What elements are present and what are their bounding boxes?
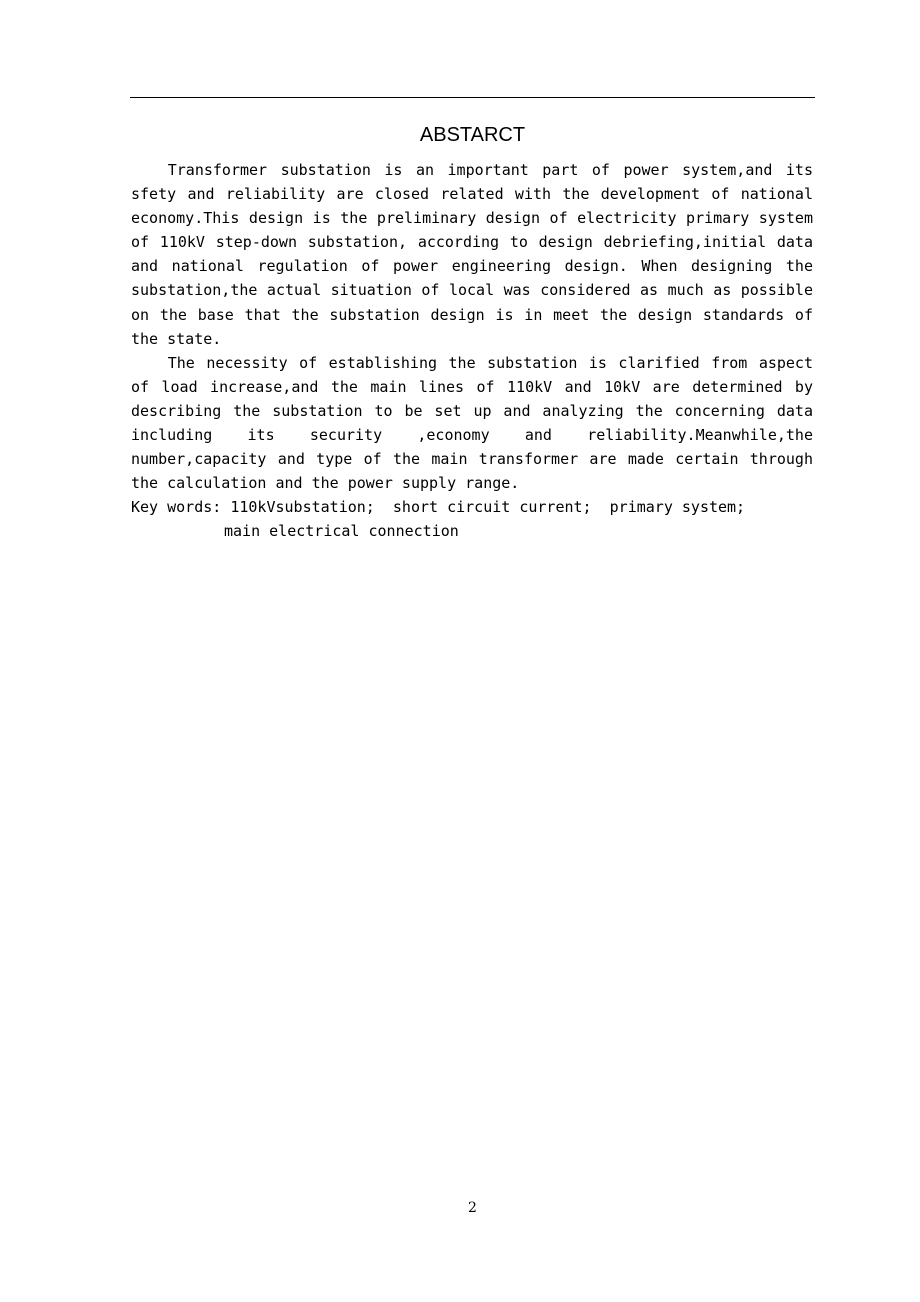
abstract-paragraph-2: The necessity of establishing the substation is clarified from aspect of load increase,and the main lines of 110kV and 10kV are determined by describing the substation to be set up and analyzing the concerning data including its security ,economy and reliability.Meanwhile,the number,capacity and type of the main transformer are made certain through the calculation and the power supply range. <box>131 353 813 493</box>
abstract-body <box>131 158 813 544</box>
keywords-line-1: Key words: 110kVsubstation; short circuit current; primary system; <box>131 498 746 517</box>
keywords <box>131 495 813 543</box>
page-number: 2 <box>468 1200 477 1216</box>
abstract-paragraph-1: Transformer substation is an important part of power system,and its sfety and reliability are closed related with the development of national economy.This design is the preliminary design of electricity primary system of 110kV step-down substation, according to design debriefing,initial data and national regulation of power engineering design. When designing the substation,the actual situation of local was considered as much as possible on the base that the substation design is in meet the design standards of the state. <box>131 161 813 348</box>
keywords-line-2: main electrical connection <box>224 522 459 541</box>
abstract-title: ABSTARCT <box>419 124 526 146</box>
header-rule <box>130 97 815 98</box>
